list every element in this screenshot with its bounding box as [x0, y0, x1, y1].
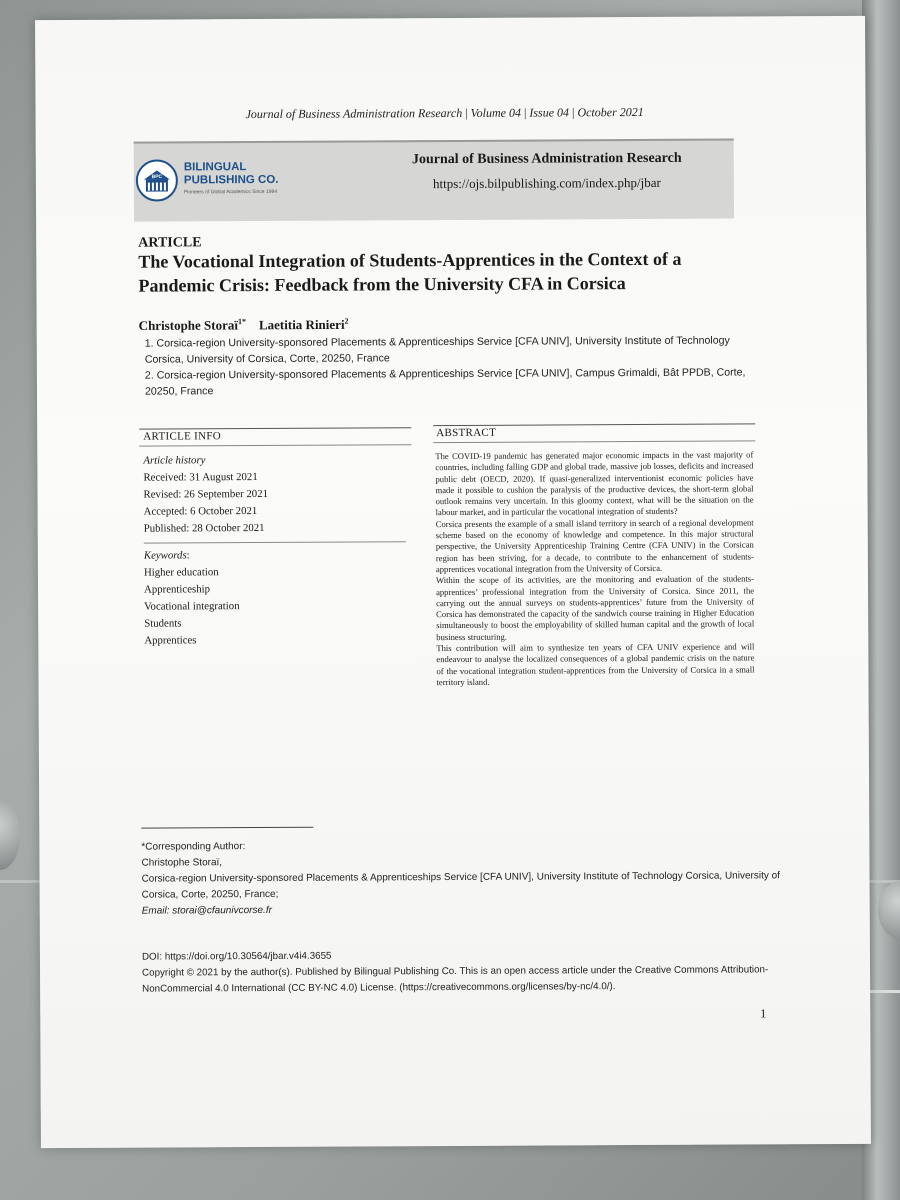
- publisher-name: [184, 161, 304, 188]
- keyword-item: Apprenticeship: [144, 583, 211, 596]
- abstract-top-rule: [433, 423, 755, 426]
- footnote-rule: [141, 827, 313, 829]
- footnote-email: Email: storai@cfaunivcorse.fr: [141, 904, 272, 917]
- footnote-address: Corsica-region University-sponsored Placements & Apprenticeships Service [CFA UNIV], University Institute of Technology Corsica, University of Corsica, Corte, 20250, France;: [141, 870, 780, 901]
- logo-emblem-text: BPC: [151, 174, 163, 181]
- keywords-heading: [144, 546, 406, 564]
- author-list: [139, 317, 349, 334]
- abstract-paragraph: The COVID-19 pandemic has generated major economic impacts in the vast majority of countries, including falling GDP and global trade, massive job losses, deficits and increased public debt (OECD, 2020). If quasi-generalized interventionist economic policies have made it possible to cushion the paralysis of the productive devices, the short-term global outlook remains very uncertain. In this gloomy context, what will be the situation on the labour market, and in particular the vocational integration of students?: [435, 449, 754, 518]
- published-date: Published: 28 October 2021: [143, 521, 265, 535]
- author-1: Christophe Storaï: [138, 317, 239, 333]
- paper-sheet: [35, 16, 871, 1148]
- publisher-name-line1: BILINGUAL: [183, 161, 247, 174]
- corresponding-author-note: [141, 836, 781, 919]
- author-2-marker: 2: [344, 316, 349, 326]
- affiliation-1: 1. Corsica-region University-sponsored Placements & Apprenticeships Service [CFA UNIV], University Institute of Technology Corsica, University of Corsica, Corte, 20250, France: [144, 334, 730, 366]
- footnote-label: *Corresponding Author:: [141, 841, 246, 853]
- banner-journal-url[interactable]: https://ojs.bilpublishing.com/index.php/jbar: [432, 174, 661, 192]
- abstract-bottom-rule: [433, 440, 755, 443]
- article-info-bottom-rule: [139, 444, 411, 446]
- doi-copyright: [142, 946, 792, 997]
- abstract-paragraph: Within the scope of its activities, are the monitoring and evaluation of the students-apprentices’ professional integration from the University of Corsica. Since 2011, the carrying out the annual surveys on students-apprentices’ future from the University of Corsica has demonstrated the capacity of the sandwich course training in Higher Education simultaneously to boost the employability of skilled human capital and the growth of local business structuring.: [435, 573, 755, 642]
- publisher-logo: [136, 158, 376, 207]
- info-divider: [144, 541, 406, 543]
- affiliations: [145, 332, 751, 399]
- article-type-label: ARTICLE: [138, 235, 202, 251]
- publisher-name-line2: PUBLISHING CO.: [183, 173, 279, 187]
- abstract-paragraph: Corsica presents the example of a small island territory in search of a regional development scheme based on the economy of knowledge and competence. In this major structural perspective, the University Apprenticeship Training Centre (CFA UNIV) in the Corsican region has been striving, for a decade, to contribute to the enhancement of students-apprentices vocational integration from the University of Corsica.: [435, 517, 754, 575]
- running-head-issue: Issue 04: [529, 105, 570, 120]
- keyword-item: Vocational integration: [144, 600, 240, 613]
- frame-knob-left: [0, 800, 20, 870]
- abstract-body: [435, 449, 754, 688]
- running-head-date: October 2021: [577, 104, 644, 120]
- footnote-name: Christophe Storaï,: [141, 857, 223, 869]
- running-head-journal: Journal of Business Administration Research: [245, 105, 463, 122]
- logo-emblem-icon: [136, 159, 178, 201]
- keyword-item: Apprentices: [144, 634, 197, 647]
- revised-date: Revised: 26 September 2021: [143, 487, 269, 501]
- article-info-heading: ARTICLE INFO: [143, 430, 222, 443]
- abstract-heading: ABSTRACT: [436, 426, 497, 440]
- running-head-volume: Volume 04: [470, 105, 521, 120]
- publisher-tagline: Pioneers of Global Academics Since 1984: [183, 188, 278, 196]
- accepted-date: Accepted: 6 October 2021: [143, 505, 258, 518]
- author-2: Laetitia Rinieri: [258, 316, 345, 333]
- banner-journal-title: Journal of Business Administration Research: [411, 150, 682, 168]
- keyword-item: Higher education: [143, 566, 219, 579]
- page-number: 1: [760, 1006, 767, 1021]
- doi-line[interactable]: DOI: https://doi.org/10.30564/jbar.v4i4.3655: [141, 950, 332, 963]
- keywords-colon: :: [186, 549, 190, 562]
- keyword-item: Students: [144, 617, 182, 630]
- copyright-notice: Copyright © 2021 by the author(s). Published by Bilingual Publishing Co. This is an open access article under the Creative Commons Attribution-NonCommercial 4.0 International (CC BY-NC 4.0) License. (https://creativecommons.org/licenses/by-nc/4.0/).: [142, 964, 769, 995]
- keywords-label: Keywords: [143, 549, 187, 562]
- article-title: The Vocational Integration of Students-Apprentices in the Context of a Pandemic Crisis: Feedback from the University CFA in Corsica: [138, 248, 682, 296]
- abstract-paragraph: This contribution will aim to synthesize ten years of CFA UNIV experience and will endeavour to analyse the localized consequences of a global pandemic crisis on the nature of the vocational integration student-apprentices from the University of Corsica in a small territory island.: [436, 641, 755, 688]
- running-head: Journal of Business Administration Research | Volume 04 | Issue 04 | October 2021: [245, 104, 644, 122]
- article-info-top-rule: [139, 427, 411, 429]
- author-1-marker: 1*: [237, 317, 246, 327]
- received-date: Received: 31 August 2021: [143, 471, 258, 484]
- article-history-label: Article history: [143, 454, 206, 467]
- affiliation-2: 2. Corsica-region University-sponsored Placements & Apprenticeships Service [CFA UNIV], Campus Grimaldi, Bât PPDB, Corte, 20250, France: [144, 366, 746, 398]
- article-info: [143, 451, 406, 649]
